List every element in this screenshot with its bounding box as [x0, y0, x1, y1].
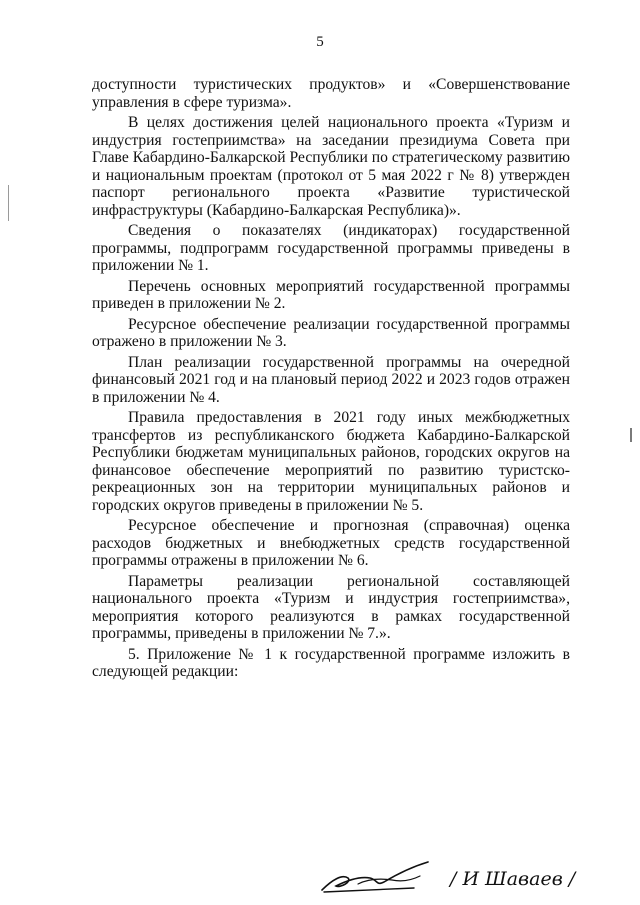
paragraph-appendix-amendment: 5. Приложение № 1 к государственной программе изложить в следующей редакции:	[92, 645, 570, 680]
paragraph-regional-parameters: Параметры реализации региональной составляющей национального проекта «Туризм и индустрия гостеприимства», мероприятия которого реализуются в рамках государственной программы, приведены в приложении № 7.».	[92, 572, 570, 642]
paragraph-expense-estimate: Ресурсное обеспечение и прогнозная (справочная) оценка расходов бюджетных и внебюджетных средств государственной программы отражены в приложении № 6.	[92, 517, 570, 569]
paragraph-continuation: доступности туристических продуктов» и «Совершенствование управления в сфере туризма».	[92, 76, 570, 111]
scan-margin-mark	[8, 185, 9, 221]
paragraph-activities-list: Перечень основных мероприятий государственной программы приведен в приложении № 2.	[92, 277, 570, 312]
signatory-name: / И Шаваев /	[450, 868, 576, 890]
paragraph-indicators: Сведения о показателях (индикаторах) государственной программы, подпрограмм государственной программы приведены в приложении № 1.	[92, 222, 570, 274]
paragraph-transfer-rules: Правила предоставления в 2021 году иных межбюджетных трансфертов из республиканского бюджета Кабардино-Балкарской Республики бюджетам муниципальных районов, городских округов на финансовое обеспечение мероприятий по развитию туристско-рекреационных зон на территории муниципальных районов и городских округов приведены в приложении № 5.	[92, 409, 570, 514]
document-body	[92, 76, 570, 684]
paragraph-national-project: В целях достижения целей национального проекта «Туризм и индустрия гостеприимства» на заседании президиума Совета при Главе Кабардино-Балкарской Республики по стратегическому развитию и национальным проектам (протокол от 5 мая 2022 г № 8) утвержден паспорт регионального проекта «Развитие туристической инфраструктуры (Кабардино-Балкарская Республика)».	[92, 114, 570, 219]
scan-margin-mark	[630, 428, 632, 442]
paragraph-resource-provision: Ресурсное обеспечение реализации государственной программы отражено в приложении № 3.	[92, 315, 570, 350]
page-number: 5	[316, 34, 324, 50]
paragraph-implementation-plan: План реализации государственной программы на очередной финансовый 2021 год и на плановый период 2022 и 2023 годов отражен в приложении № 4.	[92, 353, 570, 406]
